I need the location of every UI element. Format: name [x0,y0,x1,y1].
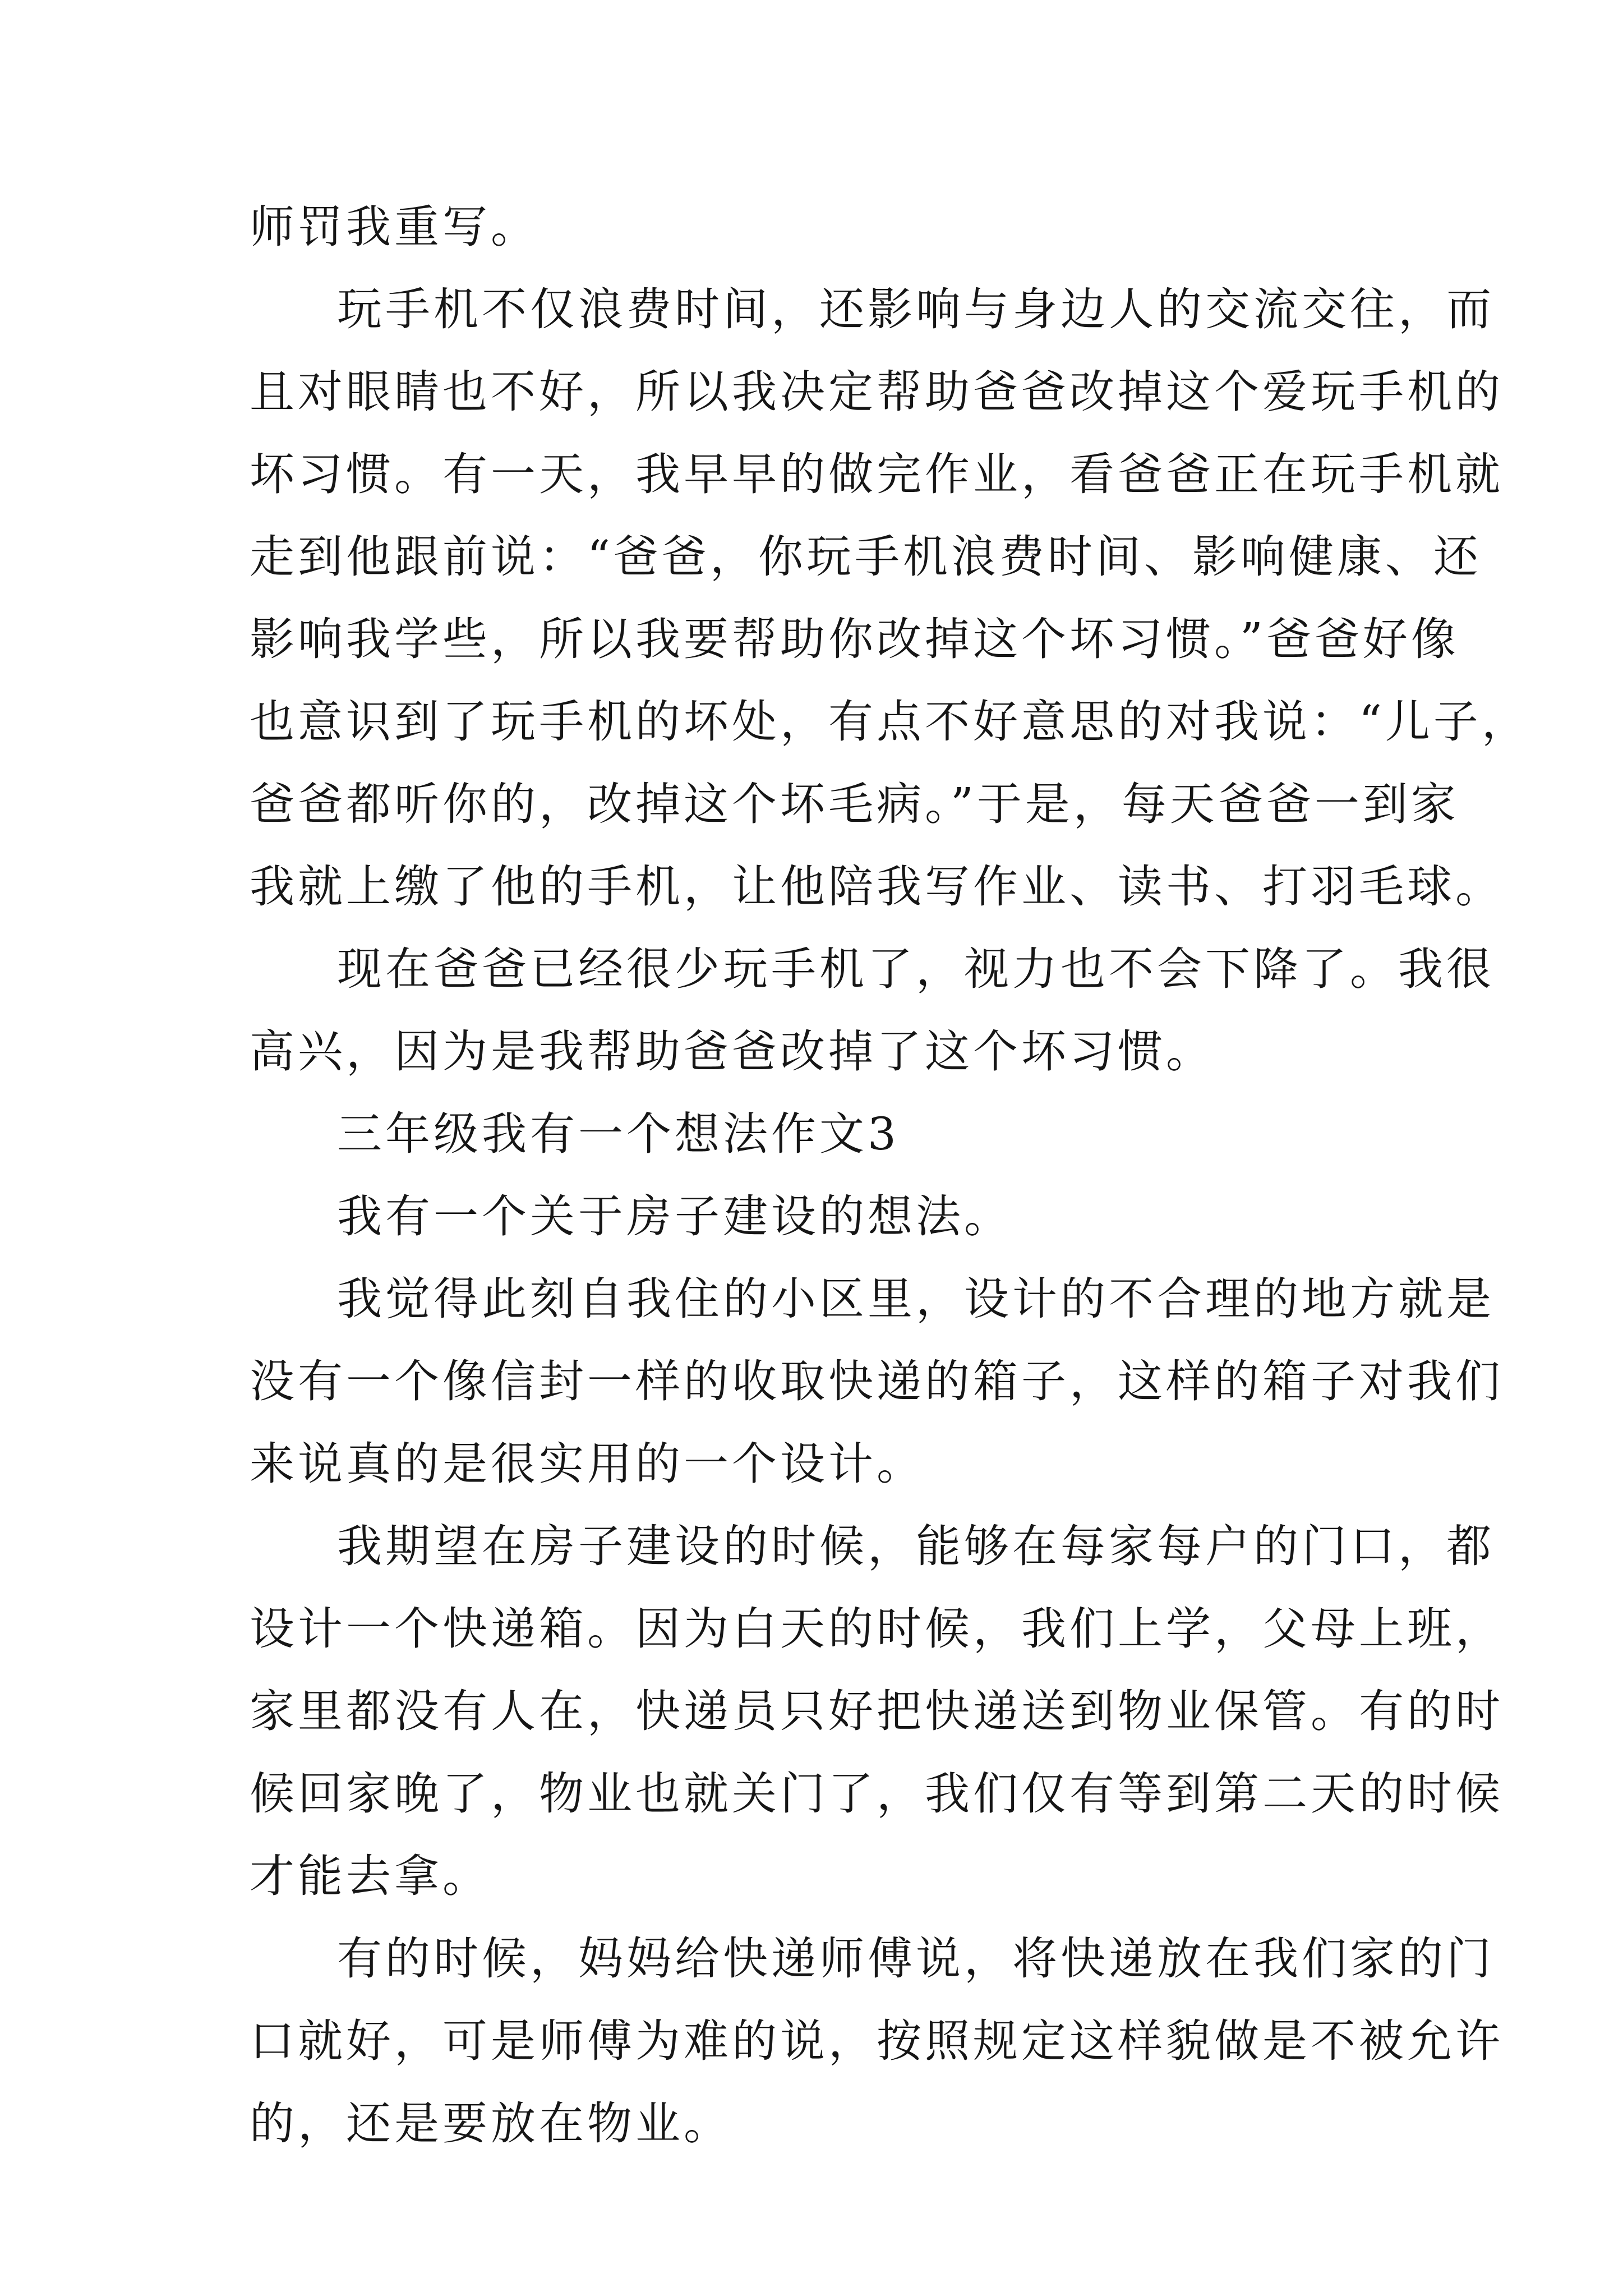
text-line: 高兴，因为是我帮助爸爸改掉了这个坏习惯。 [250,1025,1214,1078]
text-line: 来说真的是很实用的一个设计。 [250,1438,925,1490]
paragraph-first-line: 现在爸爸已经很少玩手机了，视力也不会下降了。我很 [337,943,1495,995]
text-line: 家里都没有人在，快递员只好把快递送到物业保管。有的时 [250,1685,1504,1737]
text-line: 设计一个快递箱。因为白天的时候，我们上学，父母上班， [250,1603,1504,1655]
text-line: 走到他跟前说：“爸爸，你玩手机浪费时间、影响健康、还 [250,531,1482,583]
paragraph-first-line: 有的时候，妈妈给快递师傅说，将快递放在我们家的门 [337,1932,1495,1985]
paragraph-first-line: 我有一个关于房子建设的想法。 [337,1190,1012,1243]
text-line: 候回家晚了，物业也就关门了，我们仅有等到第二天的时候 [250,1768,1504,1820]
text-line: 才能去拿。 [250,1850,491,1902]
text-line: 爸爸都听你的，改掉这个坏毛病。”于是，每天爸爸一到家 [250,778,1459,830]
paragraph-first-line: 我期望在房子建设的时候，能够在每家每户的门口，都 [337,1520,1495,1572]
text-line: 我就上缴了他的手机，让他陪我写作业、读书、打羽毛球。 [250,861,1504,913]
text-line: 的，还是要放在物业。 [250,2097,732,2150]
text-line: 坏习惯。有一天，我早早的做完作业，看爸爸正在玩手机就 [250,448,1504,500]
section-heading: 三年级我有一个想法作文3 [337,1108,900,1160]
text-line: 也意识到了玩手机的坏处，有点不好意思的对我说：“儿子， [250,696,1530,748]
paragraph-first-line: 玩手机不仅浪费时间，还影响与身边人的交流交往，而 [337,283,1495,335]
text-line: 没有一个像信封一样的收取快递的箱子，这样的箱子对我们 [250,1355,1504,1407]
text-line: 口就好，可是师傅为难的说，按照规定这样貌做是不被允许 [250,2015,1504,2067]
text-line: 师罚我重写。 [250,201,539,253]
paragraph-first-line: 我觉得此刻自我住的小区里，设计的不合理的地方就是 [337,1273,1495,1325]
text-line: 影响我学些，所以我要帮助你改掉这个坏习惯。”爸爸好像 [250,613,1459,665]
text-line: 且对眼睛也不好，所以我决定帮助爸爸改掉这个爱玩手机的 [250,366,1504,418]
